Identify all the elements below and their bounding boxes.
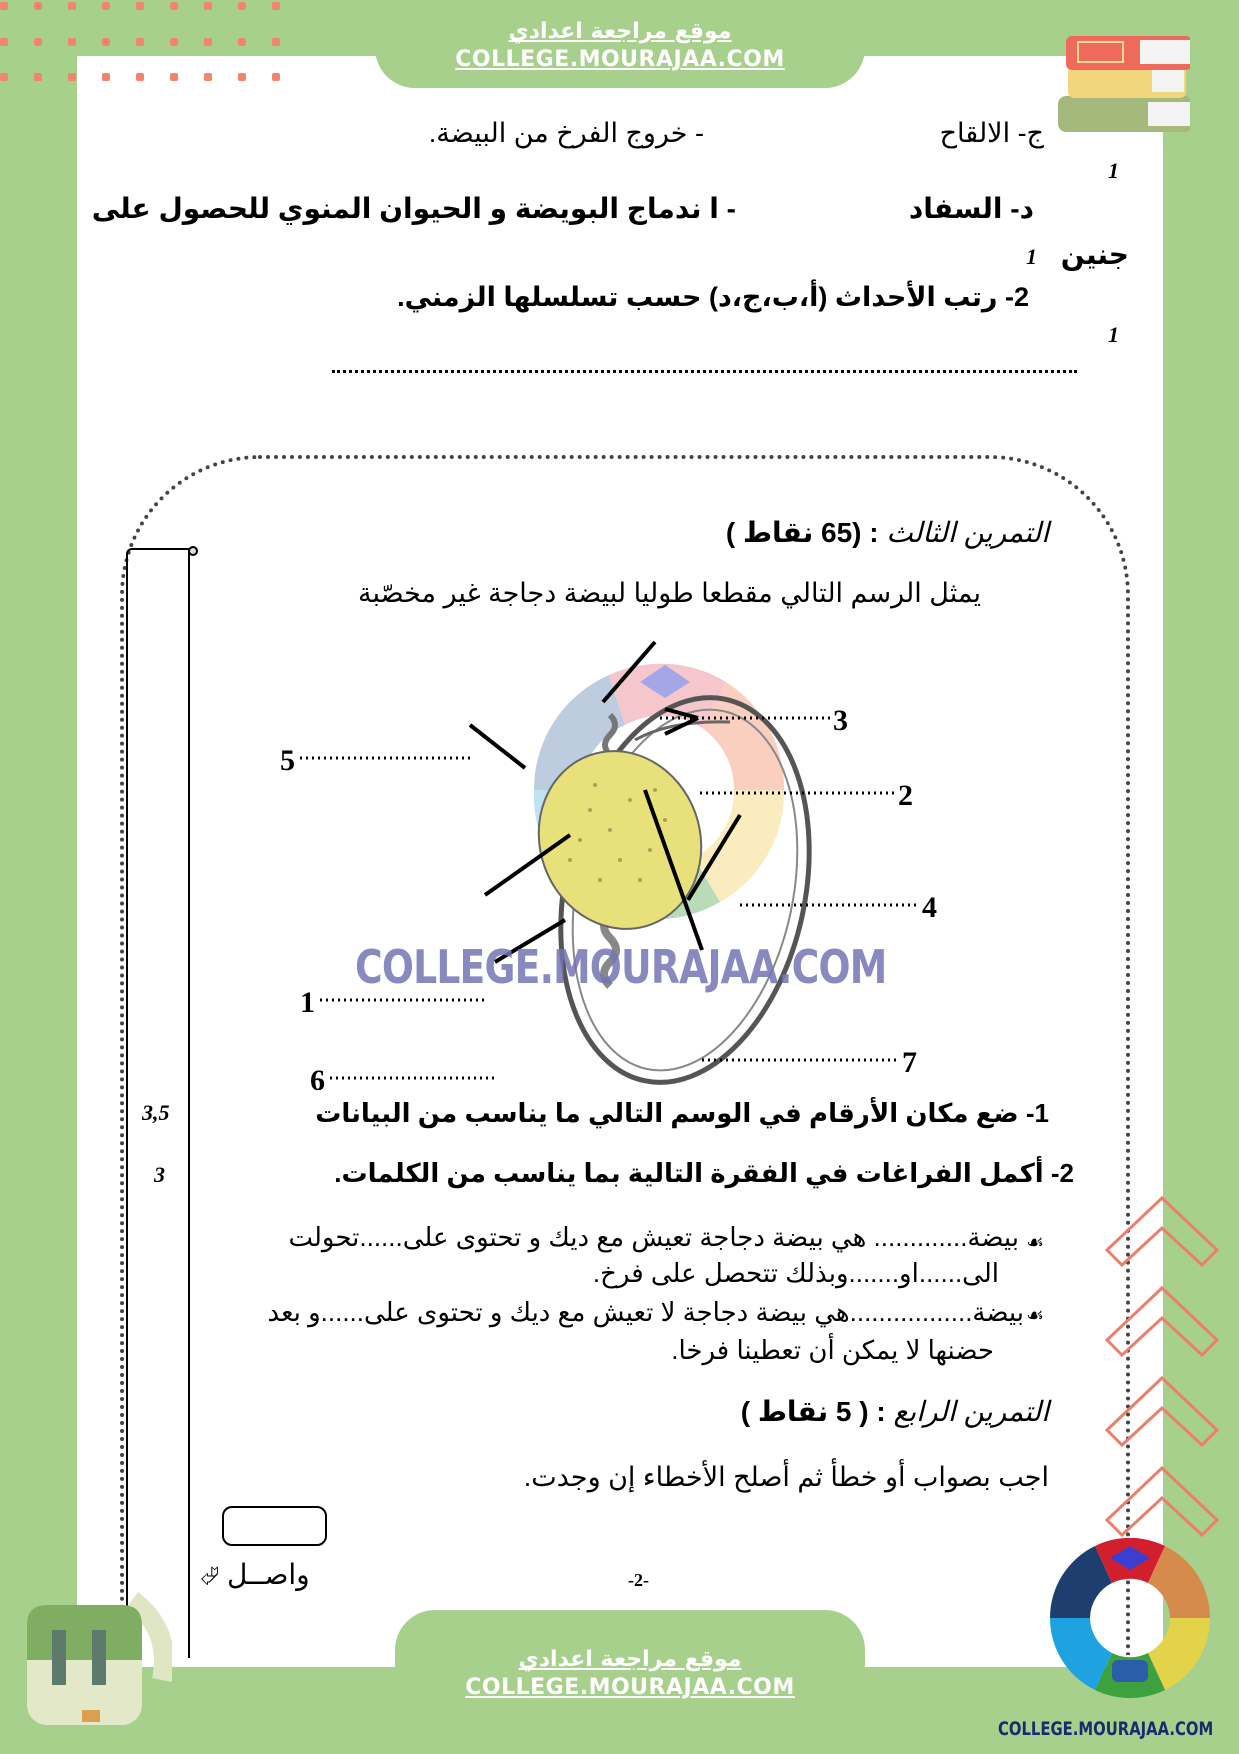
diagram-label-5: 5: [280, 744, 295, 777]
exercise4-title: التمرين الرابع: [893, 1396, 1049, 1427]
score-mark: 1: [1108, 158, 1119, 183]
item-d-definition: - ا ندماج البويضة و الحيوان المنوي للحصول على: [91, 193, 736, 224]
exercise4-heading: التمرين الرابع : ( 5 نقاط ): [740, 1396, 1049, 1427]
site-name-ar: موقع مراجعة اعدادي: [518, 1647, 742, 1672]
diagram-label-2: 2: [898, 779, 913, 812]
answer-line[interactable]: [332, 370, 1077, 373]
site-url[interactable]: COLLEGE.MOURAJAA.COM: [465, 1675, 795, 1700]
diagram-label-7: 7: [902, 1046, 917, 1079]
continue-label: [200, 1558, 310, 1591]
diagram-label-4: 4: [922, 891, 937, 924]
question-order-events: 2- رتب الأحداث (أ،ب،ج،د) حسب تسلسلها الزمني.: [397, 282, 1029, 312]
fill-blank-line[interactable]: بيضة............. هي بيضة دجاجة تعيش مع ديك و تحتوى على......تحولت: [288, 1222, 1019, 1252]
backpack-icon: [22, 1585, 172, 1735]
decorative-dots: [0, 73, 310, 83]
bullet-icon: ☙: [1026, 1232, 1044, 1254]
decorative-dots: [0, 2, 310, 12]
decorative-dots: [0, 38, 310, 48]
exercise3-heading: التمرين الثالث : (65 نقاط ): [725, 517, 1049, 548]
item-d-continuation: جنين: [1060, 239, 1129, 270]
header-site-banner[interactable]: [375, 0, 865, 88]
page-number: -2-: [628, 1570, 649, 1590]
item-c-definition: - خروج الفرخ من البيضة.: [428, 118, 704, 148]
continue-arrow-icon: ⮰: [200, 1563, 220, 1590]
fill-blank-line[interactable]: حضنها لا يمكن أن تعطينا فرخا.: [671, 1335, 994, 1365]
score-box: [222, 1506, 327, 1546]
frame-left-band: [0, 0, 77, 1754]
exercise3-question2: 2- أكمل الفراغات في الفقرة التالية بما يناسب من الكلمات.: [334, 1158, 1074, 1188]
chevron-decor-icon: [1102, 1280, 1222, 1370]
score-mark: 1: [1108, 322, 1119, 347]
site-logo-ring-icon: [1040, 1528, 1220, 1708]
score-mark: 3,5: [142, 1100, 170, 1125]
chevron-decor-icon: [1102, 1370, 1222, 1460]
fill-blank-line[interactable]: بيضة.................هي بيضة دجاجة لا تعيش مع ديك و تحتوى على......و بعد: [267, 1297, 1024, 1327]
exercise3-intro: يمثل الرسم التالي مقطعا طوليا لبيضة دجاجة غير مخصّبة: [358, 578, 981, 608]
item-d-label: د- السفاد: [908, 193, 1034, 224]
footer-site-banner[interactable]: [395, 1610, 865, 1700]
exercise4-points: ( 5 نقاط ): [740, 1396, 869, 1427]
egg-cross-section-diagram: [270, 640, 1050, 1090]
diagram-label-1: 1: [300, 986, 315, 1019]
site-name-ar: موقع مراجعة اعدادي: [508, 19, 732, 44]
books-stack-icon: [1040, 18, 1190, 138]
site-url[interactable]: COLLEGE.MOURAJAA.COM: [455, 47, 785, 72]
score-mark: 1: [1026, 244, 1037, 269]
bullet-icon: ☙: [1026, 1305, 1044, 1327]
fill-blank-line[interactable]: الى......او.......وبذلك تتحصل على فرخ.: [592, 1258, 999, 1288]
scroll-curl-icon: [188, 546, 198, 556]
chevron-decor-icon: [1102, 1190, 1222, 1280]
diagram-label-3: 3: [833, 704, 848, 737]
continue-text: واصــل: [226, 1559, 310, 1590]
exercise3-points: (65 نقاط ): [725, 517, 862, 548]
score-mark: 3: [154, 1162, 165, 1187]
exercise3-title: التمرين الثالث: [886, 517, 1049, 548]
item-c-label: ج- الالقاح: [939, 118, 1044, 148]
diagram-label-6: 6: [310, 1064, 325, 1090]
logo-caption[interactable]: COLLEGE.MOURAJAA.COM: [998, 1718, 1214, 1740]
exercise4-instruction: اجب بصواب أو خطأ ثم أصلح الأخطاء إن وجدت.: [523, 1462, 1049, 1492]
exercise3-question1: 1- ضع مكان الأرقام في الوسم التالي ما يناسب من البيانات: [315, 1098, 1049, 1128]
watermark-text: COLLEGE.MOURAJAA.COM: [355, 940, 887, 994]
